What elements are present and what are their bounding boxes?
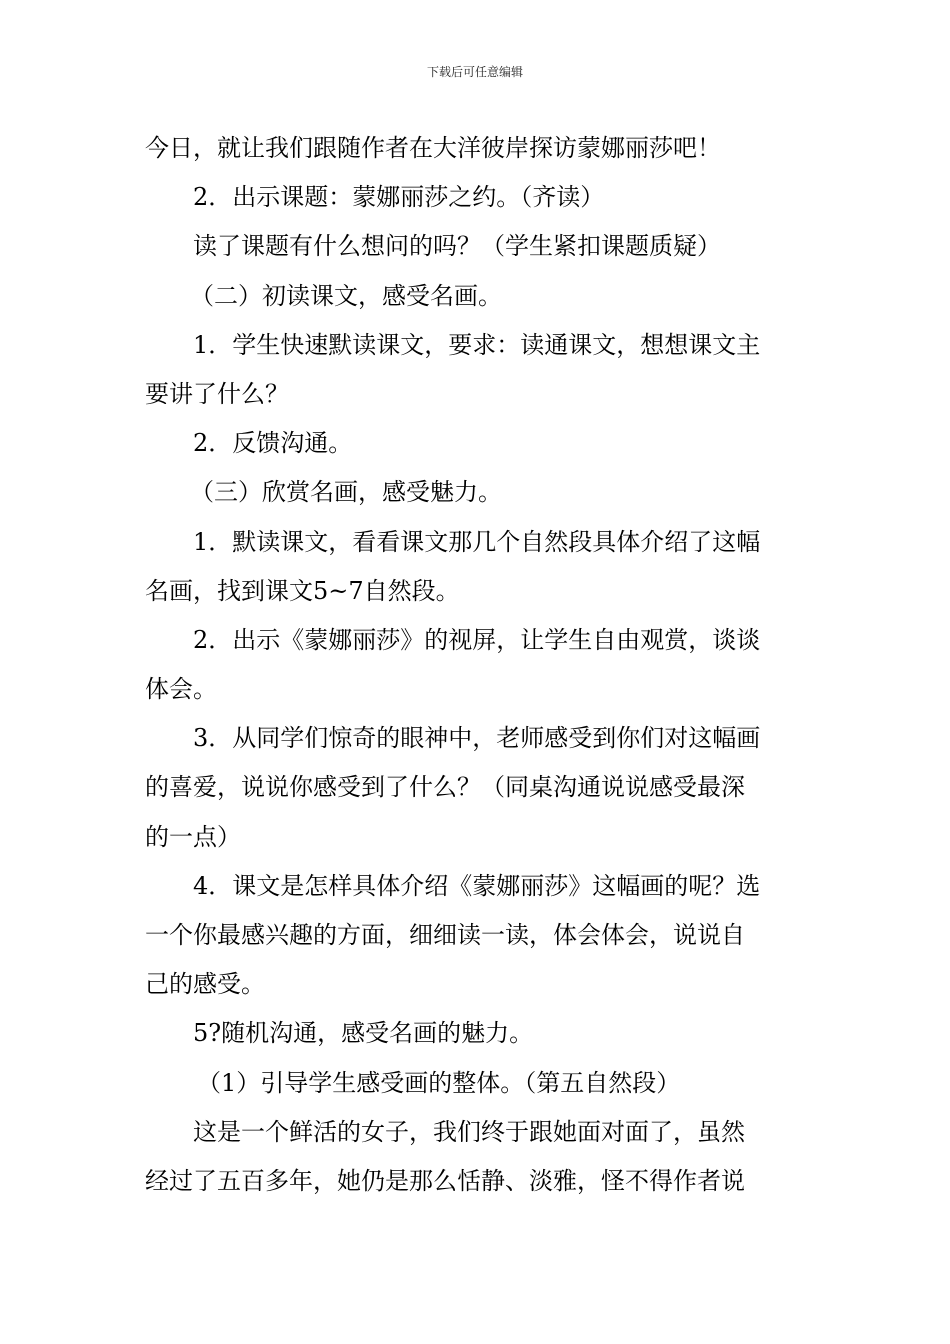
paragraph-line: 3．从同学们惊奇的眼神中，老师感受到你们对这幅画 — [193, 724, 761, 753]
section-heading: （二）初读课文，感受名画。 — [190, 281, 502, 310]
page-header: 下载后可任意编辑 — [426, 65, 523, 79]
paragraph-line: 4．课文是怎样具体介绍《蒙娜丽莎》这幅画的呢？选 — [193, 871, 761, 900]
paragraph-line: 1．默读课文，看看课文那几个自然段具体介绍了这幅 — [193, 527, 761, 556]
paragraph-line: 要讲了什么？ — [145, 379, 289, 408]
paragraph-line: 2．反馈沟通。 — [193, 429, 353, 458]
paragraph-line: 一个你最感兴趣的方面，细细读一读，体会体会，说说自 — [145, 921, 745, 949]
paragraph-line: 读了课题有什么想问的吗？（学生紧扣课题质疑） — [193, 232, 721, 261]
paragraph-line: 名画，找到课文5~7自然段。 — [145, 576, 460, 605]
section-heading: （三）欣赏名画，感受魅力。 — [190, 478, 502, 507]
section-heading: （1）引导学生感受画的整体。（第五自然段） — [197, 1068, 681, 1097]
paragraph-line: 1．学生快速默读课文，要求：读通课文，想想课文主 — [193, 330, 761, 359]
paragraph-line: 2．出示《蒙娜丽莎》的视屏，让学生自由观赏，谈谈 — [193, 625, 761, 654]
paragraph-line: 这是一个鲜活的女子，我们终于跟她面对面了，虽然 — [193, 1117, 745, 1146]
paragraph-line: 的喜爱，说说你感受到了什么？（同桌沟通说说感受最深 — [145, 773, 745, 802]
document-body — [145, 124, 810, 1206]
paragraph-line: 的一点） — [145, 822, 241, 851]
paragraph-line: 经过了五百多年，她仍是那么恬静、淡雅，怪不得作者说 — [145, 1166, 745, 1195]
paragraph-line: 己的感受。 — [145, 970, 265, 999]
paragraph-line: 体会。 — [145, 675, 217, 704]
paragraph-line: 2．出示课题：蒙娜丽莎之约。（齐读） — [193, 183, 605, 212]
paragraph-line: 5?随机沟通，感受名画的魅力。 — [193, 1019, 534, 1048]
paragraph-line: 今日，就让我们跟随作者在大洋彼岸探访蒙娜丽莎吧！ — [145, 134, 721, 162]
